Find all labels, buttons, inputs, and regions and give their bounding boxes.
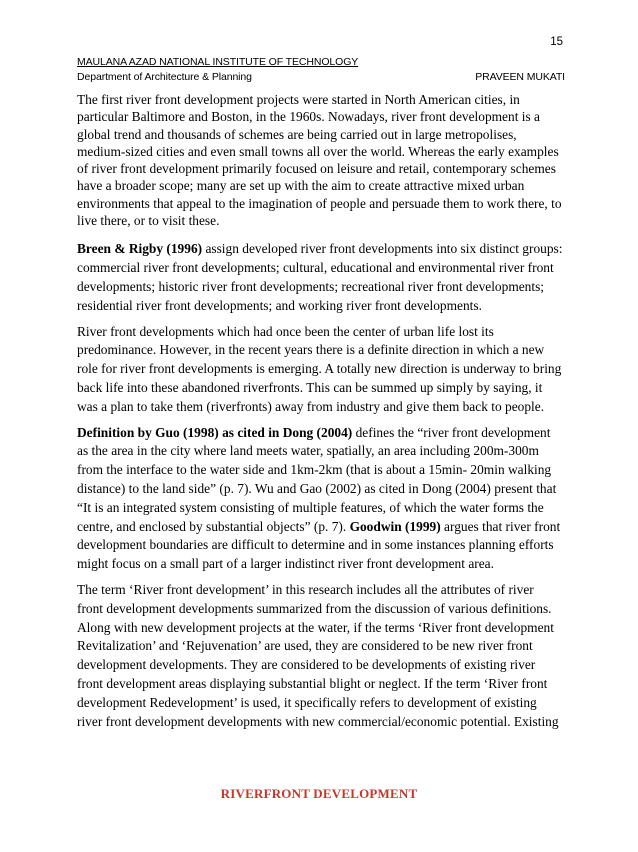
paragraph-term: The term ‘River front development’ in this research includes all the attributes of river front development developments summarized from the discussion of various definitions. Along with new development projects at the water, if the terms ‘River front development Revitalization’ and ‘Rejuvenation’ are used, they are considered to be new river front development developments. They are considered to be developments of existing river front development areas displaying substantial blight or neglect. If the term ‘River front development Redevelopment’ is used, it specifically refers to development of existing river front development developments with new commercial/economic potential. Existing xyxy=(77,581,559,729)
paragraph-breen-rigby-text: assign developed river front developments into six distinct groups: commercial river front developments; cultural, educational and environmental river front developments; historic river front developments; recreational river front developments; residential river front developments; and working river front developments. xyxy=(77,241,563,313)
header-author: PRAVEEN MUKATI xyxy=(475,71,565,83)
header-institute: MAULANA AZAD NATIONAL INSTITUTE OF TECHNOLOGY xyxy=(77,56,359,68)
paragraph-breen-rigby xyxy=(77,240,563,315)
page-number: 15 xyxy=(550,36,563,48)
paragraph-intro: The first river front development projects were started in North American cities, in particular Baltimore and Boston, in the 1960s. Nowadays, river front development is a global trend and thousands of schemes are being carried out in large metropolises, medium-sized cities and even small towns all over the world. Whereas the early examples of river front development primarily focused on leisure and retail, contemporary schemes have a broader scope; many are set up with the aim to create attractive mixed urban environments that appeal to the imagination of people and persuade them to work there, to live there, or to visit these. xyxy=(77,92,562,229)
footer-title: RIVERFRONT DEVELOPMENT xyxy=(220,786,418,801)
header-department-row xyxy=(77,71,565,83)
body-text xyxy=(77,91,563,731)
header-department: Department of Architecture & Planning xyxy=(77,71,252,83)
paragraph-definition-text: defines the “river front development as the area in the city where land meets water, spatially, an area including 200m-300m from the interface to the water side and 1km-2km (that is about a 15min- 20min walking distance) to the land side” (p. 7). Wu and Gao (2002) as cited in Dong (2004) present that “It is an integrated system consisting of multiple features, of which the water forms the centre, and enclosed by substantial objects” (p. 7). xyxy=(77,424,557,534)
paragraph-decline: River front developments which had once been the center of urban life lost its predominance. However, in the recent years there is a definite direction in which a new role for river front developments is emerging. A totally new direction is underway to bring back life into these abandoned riverfronts. This can be summed up simply by saying, it was a plan to take them (riverfronts) away from industry and give them back to people. xyxy=(77,323,562,414)
citation-breen-rigby: Breen & Rigby (1996) xyxy=(77,241,203,257)
paragraph-definition-text-2: argues that river front development boundaries are difficult to determine and in some instances planning efforts might focus on a small part of a larger indistinct river front development area. xyxy=(77,518,561,572)
paragraph-definition xyxy=(77,424,563,574)
citation-goodwin: Goodwin (1999) xyxy=(349,518,441,534)
citation-guo-dong: Definition by Guo (1998) as cited in Dong (2004) xyxy=(77,424,353,440)
